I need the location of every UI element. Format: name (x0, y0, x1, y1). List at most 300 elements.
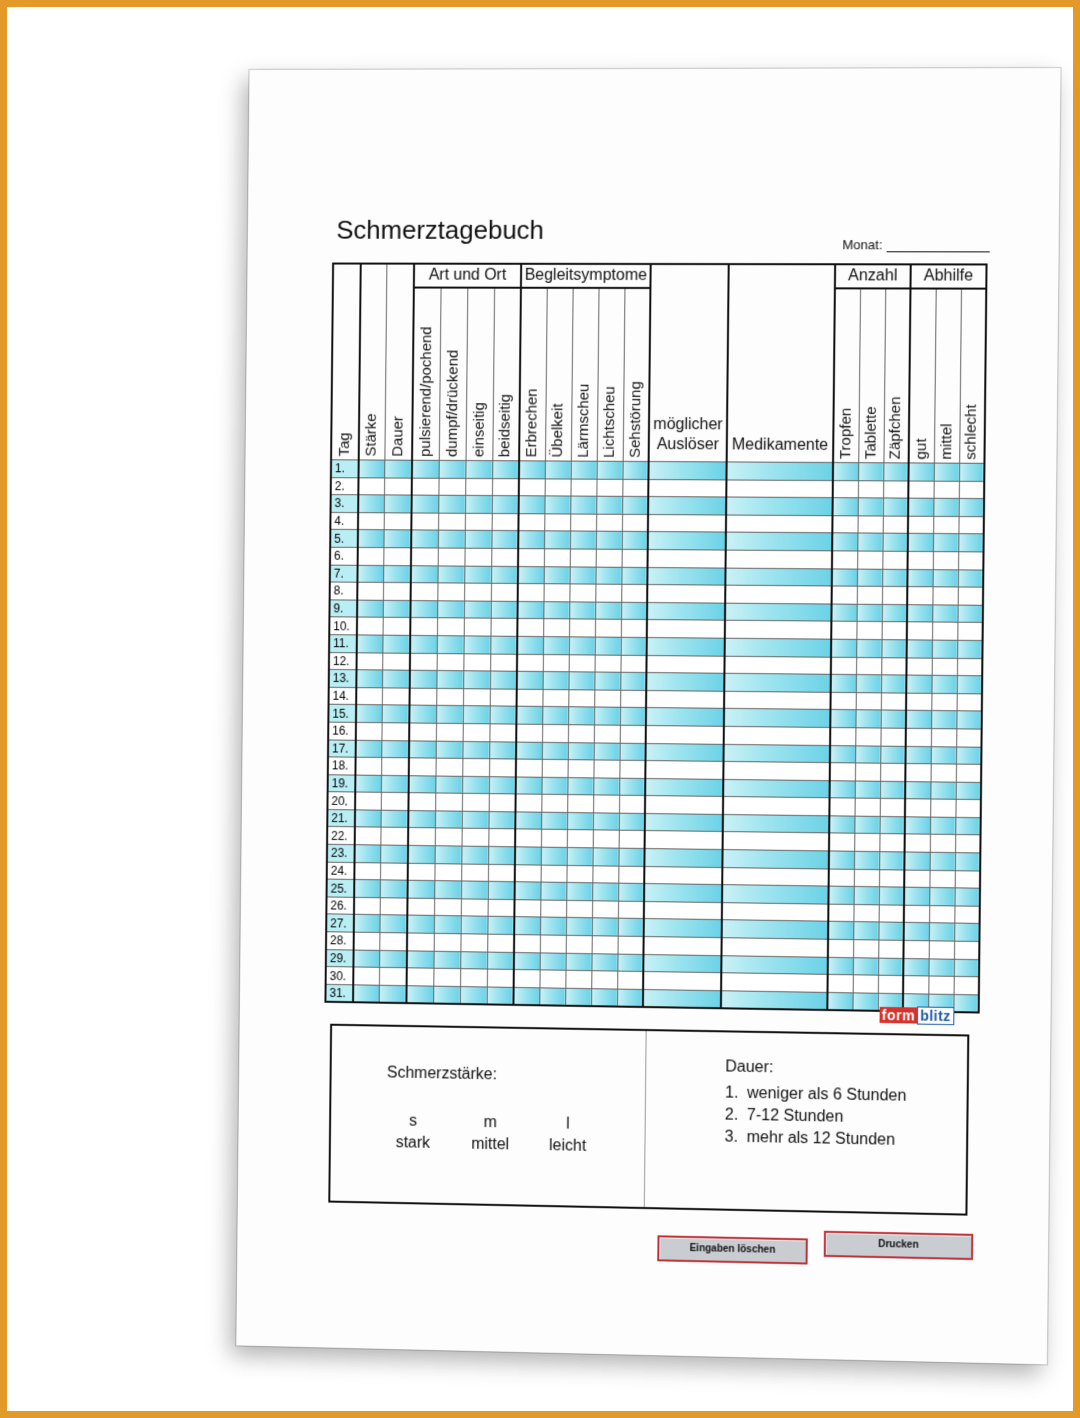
diary-cell[interactable] (724, 709, 831, 728)
diary-cell[interactable] (726, 462, 833, 480)
diary-cell[interactable] (358, 512, 384, 530)
diary-cell[interactable] (592, 936, 618, 954)
diary-cell[interactable] (644, 849, 722, 868)
diary-cell[interactable] (882, 604, 907, 622)
diary-cell[interactable] (957, 676, 982, 694)
diary-cell[interactable] (438, 548, 465, 566)
diary-cell[interactable] (384, 478, 412, 496)
diary-cell[interactable] (929, 888, 954, 906)
diary-cell[interactable] (411, 565, 438, 583)
diary-cell[interactable] (354, 880, 380, 898)
diary-cell[interactable] (410, 670, 437, 688)
diary-cell[interactable] (592, 901, 618, 919)
diary-cell[interactable] (724, 656, 831, 675)
diary-cell[interactable] (436, 706, 463, 724)
diary-cell[interactable] (381, 758, 409, 776)
diary-cell[interactable] (382, 653, 410, 671)
diary-cell[interactable] (379, 933, 407, 951)
diary-cell[interactable] (514, 935, 540, 953)
diary-cell[interactable] (539, 988, 565, 1006)
diary-cell[interactable] (931, 693, 956, 711)
diary-cell[interactable] (433, 951, 460, 969)
diary-cell[interactable] (433, 968, 460, 986)
diary-cell[interactable] (567, 777, 593, 795)
diary-cell[interactable] (434, 863, 461, 881)
diary-cell[interactable] (619, 795, 645, 813)
diary-cell[interactable] (566, 865, 592, 883)
diary-cell[interactable] (411, 513, 438, 531)
diary-cell[interactable] (645, 743, 723, 761)
diary-cell[interactable] (465, 513, 492, 531)
diary-cell[interactable] (880, 728, 905, 746)
diary-cell[interactable] (594, 707, 620, 725)
diary-cell[interactable] (515, 812, 541, 830)
diary-cell[interactable] (591, 953, 617, 971)
diary-cell[interactable] (958, 552, 983, 570)
diary-cell[interactable] (907, 604, 932, 622)
diary-cell[interactable] (854, 816, 879, 834)
diary-cell[interactable] (515, 794, 541, 812)
diary-cell[interactable] (487, 952, 514, 970)
diary-cell[interactable] (545, 479, 571, 497)
diary-cell[interactable] (956, 782, 981, 800)
diary-cell[interactable] (959, 463, 984, 481)
diary-cell[interactable] (904, 923, 929, 941)
diary-cell[interactable] (355, 757, 381, 775)
diary-cell[interactable] (723, 779, 830, 798)
diary-cell[interactable] (460, 951, 487, 969)
diary-cell[interactable] (541, 847, 567, 865)
diary-cell[interactable] (519, 496, 545, 514)
month-field[interactable] (842, 237, 989, 252)
diary-cell[interactable] (933, 534, 958, 552)
diary-cell[interactable] (881, 640, 906, 658)
diary-cell[interactable] (928, 976, 953, 994)
diary-cell[interactable] (544, 514, 570, 532)
diary-cell[interactable] (722, 867, 829, 886)
diary-cell[interactable] (932, 587, 957, 605)
diary-cell[interactable] (854, 887, 879, 905)
diary-cell[interactable] (382, 670, 410, 688)
diary-cell[interactable] (357, 582, 383, 600)
diary-cell[interactable] (829, 833, 854, 851)
diary-cell[interactable] (382, 705, 410, 723)
diary-cell[interactable] (647, 585, 725, 603)
diary-cell[interactable] (878, 940, 903, 958)
diary-cell[interactable] (460, 969, 487, 987)
diary-cell[interactable] (464, 636, 491, 654)
diary-cell[interactable] (384, 460, 412, 478)
diary-cell[interactable] (435, 758, 462, 776)
diary-cell[interactable] (908, 481, 933, 499)
diary-cell[interactable] (515, 829, 541, 847)
diary-cell[interactable] (906, 675, 931, 693)
diary-cell[interactable] (829, 851, 854, 869)
diary-cell[interactable] (955, 853, 980, 871)
diary-cell[interactable] (881, 675, 906, 693)
diary-cell[interactable] (855, 781, 880, 799)
diary-cell[interactable] (648, 514, 726, 532)
diary-cell[interactable] (383, 548, 411, 566)
diary-cell[interactable] (619, 778, 645, 796)
diary-cell[interactable] (908, 534, 933, 552)
diary-cell[interactable] (905, 799, 930, 817)
diary-cell[interactable] (565, 970, 591, 988)
diary-cell[interactable] (543, 637, 569, 655)
diary-cell[interactable] (593, 813, 619, 831)
diary-cell[interactable] (409, 740, 436, 758)
diary-cell[interactable] (410, 635, 437, 653)
diary-cell[interactable] (957, 640, 982, 658)
diary-cell[interactable] (461, 899, 488, 917)
diary-cell[interactable] (516, 742, 542, 760)
diary-cell[interactable] (593, 848, 619, 866)
diary-cell[interactable] (724, 691, 831, 710)
diary-cell[interactable] (904, 887, 929, 905)
diary-cell[interactable] (954, 888, 979, 906)
diary-cell[interactable] (569, 602, 595, 620)
diary-cell[interactable] (383, 600, 411, 618)
diary-cell[interactable] (955, 817, 980, 835)
diary-cell[interactable] (721, 991, 828, 1011)
diary-cell[interactable] (543, 654, 569, 672)
diary-cell[interactable] (463, 688, 490, 706)
diary-cell[interactable] (492, 478, 519, 496)
diary-cell[interactable] (857, 533, 882, 551)
diary-cell[interactable] (540, 935, 566, 953)
diary-cell[interactable] (879, 834, 904, 852)
diary-cell[interactable] (570, 479, 596, 497)
diary-cell[interactable] (355, 792, 381, 810)
diary-cell[interactable] (955, 800, 980, 818)
diary-cell[interactable] (592, 865, 618, 883)
diary-cell[interactable] (929, 905, 954, 923)
diary-cell[interactable] (908, 551, 933, 569)
diary-cell[interactable] (411, 530, 438, 548)
diary-cell[interactable] (566, 883, 592, 901)
diary-cell[interactable] (594, 672, 620, 690)
diary-cell[interactable] (905, 746, 930, 764)
diary-cell[interactable] (488, 811, 515, 829)
diary-cell[interactable] (542, 707, 568, 725)
diary-cell[interactable] (832, 515, 857, 533)
diary-cell[interactable] (957, 658, 982, 676)
diary-cell[interactable] (381, 793, 409, 811)
diary-cell[interactable] (517, 601, 543, 619)
diary-cell[interactable] (543, 619, 569, 637)
diary-cell[interactable] (857, 516, 882, 534)
diary-cell[interactable] (383, 583, 411, 601)
diary-cell[interactable] (517, 671, 543, 689)
diary-cell[interactable] (647, 620, 725, 638)
diary-cell[interactable] (593, 760, 619, 778)
diary-cell[interactable] (880, 781, 905, 799)
diary-cell[interactable] (905, 764, 930, 782)
diary-cell[interactable] (384, 495, 412, 513)
diary-cell[interactable] (881, 710, 906, 728)
diary-cell[interactable] (853, 957, 878, 975)
diary-cell[interactable] (436, 741, 463, 759)
diary-cell[interactable] (407, 898, 434, 916)
diary-cell[interactable] (622, 461, 648, 479)
diary-cell[interactable] (618, 848, 644, 866)
diary-cell[interactable] (854, 869, 879, 887)
diary-cell[interactable] (568, 707, 594, 725)
diary-cell[interactable] (883, 498, 908, 516)
diary-cell[interactable] (618, 866, 644, 884)
diary-cell[interactable] (518, 584, 544, 602)
diary-cell[interactable] (566, 953, 592, 971)
diary-cell[interactable] (830, 763, 855, 781)
diary-cell[interactable] (541, 812, 567, 830)
diary-cell[interactable] (353, 950, 379, 968)
diary-cell[interactable] (619, 813, 645, 831)
diary-cell[interactable] (490, 636, 517, 654)
diary-cell[interactable] (903, 940, 928, 958)
diary-cell[interactable] (954, 941, 979, 959)
diary-cell[interactable] (437, 618, 464, 636)
diary-cell[interactable] (435, 811, 462, 829)
diary-cell[interactable] (462, 794, 489, 812)
diary-cell[interactable] (411, 583, 438, 601)
diary-cell[interactable] (515, 864, 541, 882)
diary-cell[interactable] (726, 480, 833, 498)
diary-cell[interactable] (934, 481, 959, 499)
diary-cell[interactable] (617, 971, 643, 989)
month-input-line[interactable] (886, 238, 989, 252)
diary-cell[interactable] (465, 531, 492, 549)
diary-cell[interactable] (516, 759, 542, 777)
diary-cell[interactable] (380, 880, 408, 898)
diary-cell[interactable] (463, 723, 490, 741)
diary-cell[interactable] (491, 531, 518, 549)
diary-cell[interactable] (904, 905, 929, 923)
diary-cell[interactable] (620, 725, 646, 743)
diary-cell[interactable] (879, 887, 904, 905)
diary-cell[interactable] (463, 706, 490, 724)
diary-cell[interactable] (437, 653, 464, 671)
diary-cell[interactable] (358, 547, 384, 565)
diary-cell[interactable] (568, 672, 594, 690)
diary-cell[interactable] (465, 496, 492, 514)
diary-cell[interactable] (829, 798, 854, 816)
diary-cell[interactable] (492, 461, 519, 479)
diary-cell[interactable] (830, 710, 855, 728)
diary-cell[interactable] (516, 724, 542, 742)
diary-cell[interactable] (464, 566, 491, 584)
diary-cell[interactable] (489, 776, 516, 794)
diary-cell[interactable] (356, 722, 382, 740)
diary-cell[interactable] (934, 463, 959, 481)
diary-cell[interactable] (567, 830, 593, 848)
diary-cell[interactable] (438, 530, 465, 548)
diary-cell[interactable] (517, 636, 543, 654)
diary-cell[interactable] (883, 463, 908, 481)
diary-cell[interactable] (543, 672, 569, 690)
diary-cell[interactable] (542, 759, 568, 777)
diary-cell[interactable] (595, 619, 621, 637)
diary-cell[interactable] (956, 764, 981, 782)
diary-cell[interactable] (383, 530, 411, 548)
diary-cell[interactable] (645, 831, 723, 850)
diary-cell[interactable] (620, 708, 646, 726)
diary-cell[interactable] (460, 986, 487, 1004)
diary-cell[interactable] (540, 917, 566, 935)
diary-cell[interactable] (567, 795, 593, 813)
diary-cell[interactable] (645, 796, 723, 815)
diary-cell[interactable] (648, 532, 726, 550)
diary-cell[interactable] (543, 601, 569, 619)
diary-cell[interactable] (355, 827, 381, 845)
diary-cell[interactable] (646, 673, 724, 691)
diary-cell[interactable] (353, 985, 379, 1003)
diary-cell[interactable] (618, 936, 644, 954)
diary-cell[interactable] (622, 497, 648, 515)
diary-cell[interactable] (380, 828, 408, 846)
diary-cell[interactable] (518, 566, 544, 584)
diary-cell[interactable] (878, 958, 903, 976)
diary-cell[interactable] (933, 569, 958, 587)
diary-cell[interactable] (410, 600, 437, 618)
diary-cell[interactable] (855, 798, 880, 816)
diary-cell[interactable] (354, 915, 380, 933)
diary-cell[interactable] (409, 758, 436, 776)
diary-cell[interactable] (646, 690, 724, 708)
diary-cell[interactable] (516, 777, 542, 795)
diary-cell[interactable] (541, 777, 567, 795)
diary-cell[interactable] (544, 549, 570, 567)
diary-cell[interactable] (595, 567, 621, 585)
diary-cell[interactable] (357, 652, 383, 670)
diary-cell[interactable] (617, 989, 643, 1008)
diary-cell[interactable] (929, 923, 954, 941)
diary-cell[interactable] (645, 813, 723, 832)
diary-cell[interactable] (357, 600, 383, 618)
diary-cell[interactable] (380, 845, 408, 863)
diary-cell[interactable] (906, 711, 931, 729)
diary-cell[interactable] (726, 497, 833, 515)
diary-cell[interactable] (879, 852, 904, 870)
diary-cell[interactable] (540, 953, 566, 971)
diary-cell[interactable] (490, 671, 517, 689)
diary-cell[interactable] (488, 882, 515, 900)
diary-cell[interactable] (930, 782, 955, 800)
diary-cell[interactable] (569, 637, 595, 655)
diary-cell[interactable] (723, 832, 830, 851)
diary-cell[interactable] (412, 460, 439, 478)
diary-cell[interactable] (595, 602, 621, 620)
diary-cell[interactable] (618, 883, 644, 901)
diary-cell[interactable] (722, 850, 829, 869)
diary-cell[interactable] (358, 530, 384, 548)
diary-cell[interactable] (622, 532, 648, 550)
diary-cell[interactable] (409, 705, 436, 723)
diary-cell[interactable] (437, 636, 464, 654)
diary-cell[interactable] (853, 975, 878, 993)
diary-cell[interactable] (596, 532, 622, 550)
diary-cell[interactable] (517, 689, 543, 707)
diary-cell[interactable] (408, 793, 435, 811)
diary-cell[interactable] (828, 975, 853, 993)
diary-cell[interactable] (434, 916, 461, 934)
diary-cell[interactable] (854, 851, 879, 869)
diary-cell[interactable] (907, 569, 932, 587)
diary-cell[interactable] (464, 601, 491, 619)
diary-cell[interactable] (519, 478, 545, 496)
diary-cell[interactable] (353, 967, 379, 985)
diary-cell[interactable] (518, 513, 544, 531)
diary-cell[interactable] (830, 692, 855, 710)
diary-cell[interactable] (568, 725, 594, 743)
diary-cell[interactable] (411, 548, 438, 566)
diary-cell[interactable] (381, 810, 409, 828)
diary-cell[interactable] (906, 728, 931, 746)
diary-cell[interactable] (594, 742, 620, 760)
diary-cell[interactable] (594, 725, 620, 743)
diary-cell[interactable] (955, 835, 980, 853)
diary-cell[interactable] (831, 639, 856, 657)
diary-cell[interactable] (463, 653, 490, 671)
diary-cell[interactable] (830, 745, 855, 763)
diary-cell[interactable] (933, 498, 958, 516)
diary-cell[interactable] (928, 958, 953, 976)
diary-cell[interactable] (569, 654, 595, 672)
diary-cell[interactable] (518, 549, 544, 567)
diary-cell[interactable] (857, 551, 882, 569)
diary-cell[interactable] (956, 746, 981, 764)
diary-cell[interactable] (832, 533, 857, 551)
diary-cell[interactable] (882, 569, 907, 587)
diary-cell[interactable] (596, 496, 622, 514)
diary-cell[interactable] (461, 881, 488, 899)
diary-cell[interactable] (542, 724, 568, 742)
diary-cell[interactable] (854, 834, 879, 852)
diary-cell[interactable] (490, 654, 517, 672)
diary-cell[interactable] (883, 516, 908, 534)
diary-cell[interactable] (488, 864, 515, 882)
diary-cell[interactable] (881, 693, 906, 711)
diary-cell[interactable] (592, 883, 618, 901)
diary-cell[interactable] (721, 938, 828, 957)
diary-cell[interactable] (379, 915, 407, 933)
diary-cell[interactable] (828, 957, 853, 975)
diary-cell[interactable] (956, 711, 981, 729)
diary-cell[interactable] (831, 621, 856, 639)
diary-cell[interactable] (591, 988, 617, 1006)
diary-cell[interactable] (723, 797, 830, 816)
diary-cell[interactable] (830, 780, 855, 798)
diary-cell[interactable] (878, 922, 903, 940)
diary-cell[interactable] (617, 954, 643, 972)
diary-cell[interactable] (958, 569, 983, 587)
diary-cell[interactable] (541, 795, 567, 813)
diary-cell[interactable] (356, 705, 382, 723)
diary-cell[interactable] (491, 583, 518, 601)
diary-cell[interactable] (358, 477, 384, 495)
diary-cell[interactable] (725, 568, 832, 586)
diary-cell[interactable] (833, 498, 858, 516)
diary-cell[interactable] (566, 935, 592, 953)
diary-cell[interactable] (434, 898, 461, 916)
diary-cell[interactable] (832, 586, 857, 604)
diary-cell[interactable] (383, 618, 411, 636)
diary-cell[interactable] (355, 810, 381, 828)
diary-cell[interactable] (357, 617, 383, 635)
diary-cell[interactable] (931, 711, 956, 729)
diary-cell[interactable] (407, 915, 434, 933)
diary-cell[interactable] (958, 534, 983, 552)
diary-cell[interactable] (491, 566, 518, 584)
